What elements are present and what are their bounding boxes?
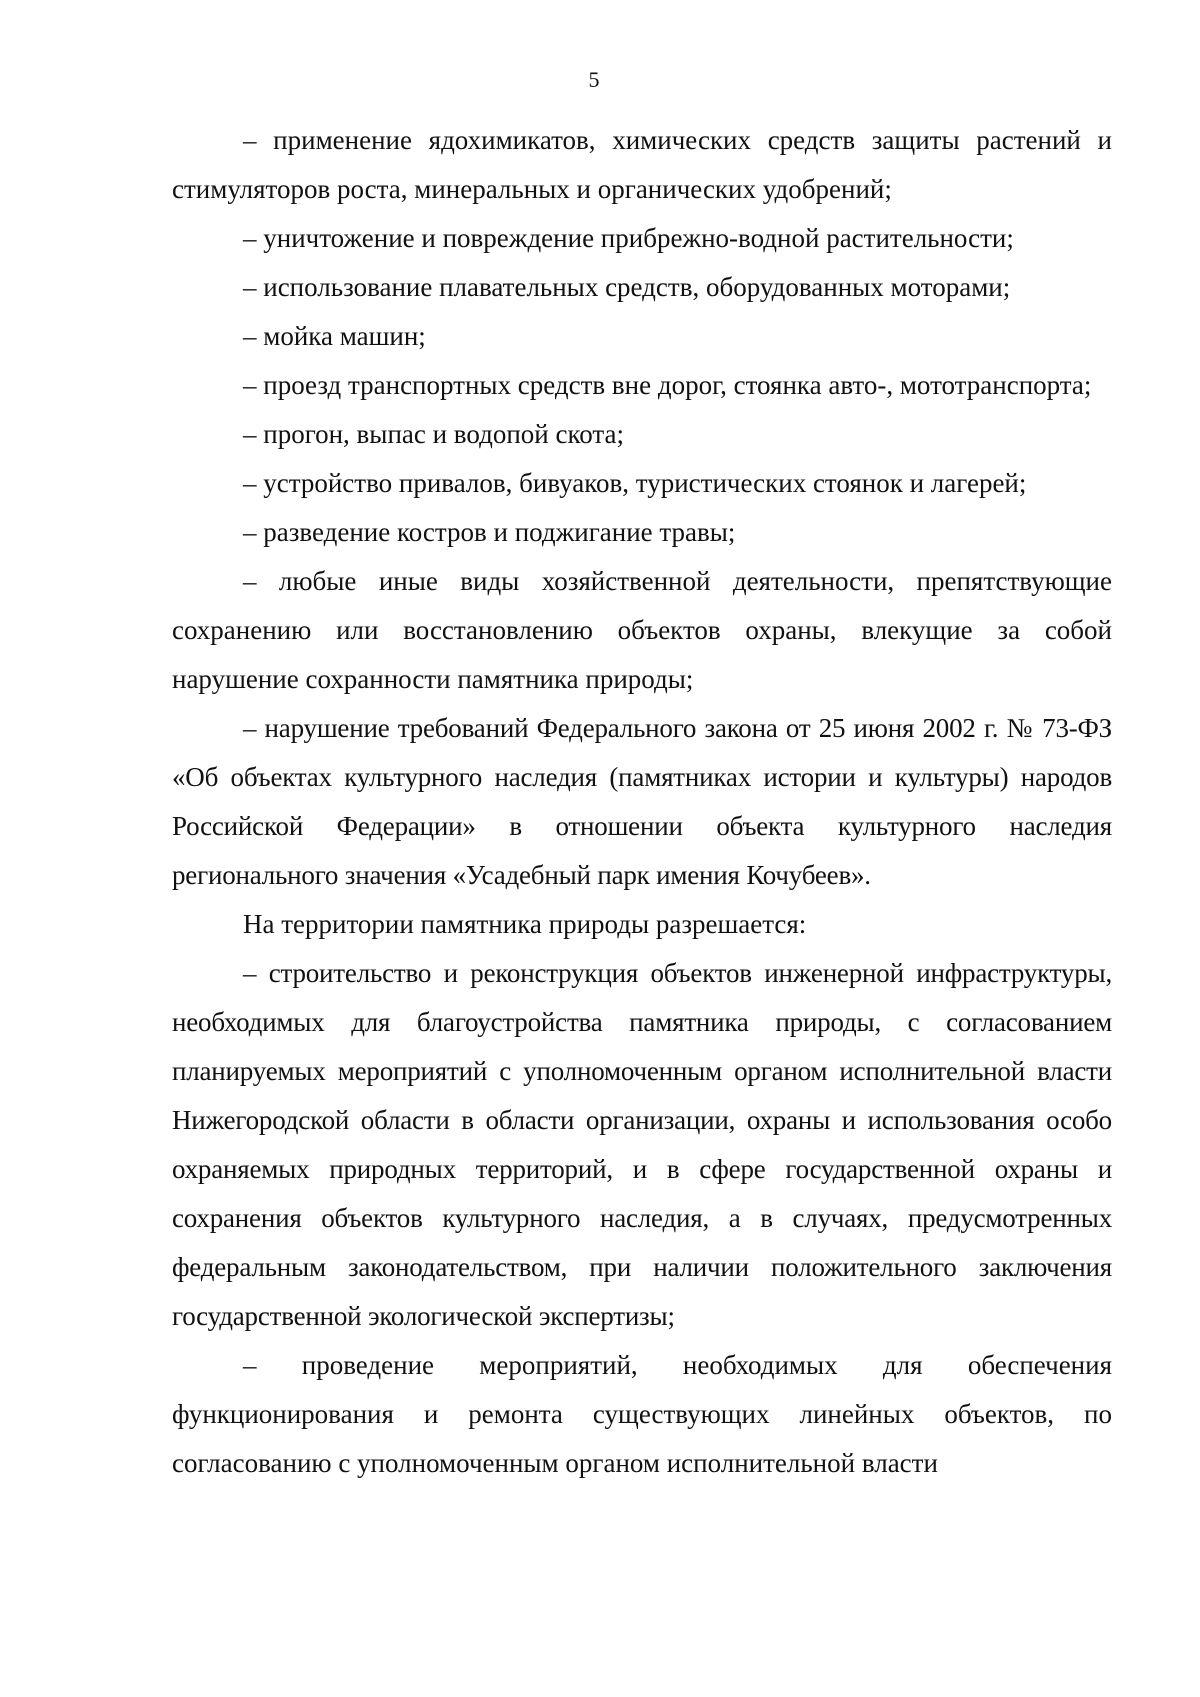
allowed-heading: На территории памятника природы разрешается: [243,909,807,939]
list-item-construction: – строительство и реконструкция объектов инженерной инфраструктуры, необходимых для благоустройства памятника природы, с согласованием планируемых мероприятий с уполномоченным органом исполнительной власти Нижегородской области в области организации, охраны и использования особо охраняемых природных территорий, и в сфере государственной охраны и сохранения объектов культурного наследия, а в случаях, предусмотренных федеральным законодательством, при наличии положительного заключения государственной экологической экспертизы; [172,958,1112,1331]
list-item-fires: – разведение костров и поджигание травы; [243,517,736,547]
list-item-agrochemicals: – применение ядохимикатов, химических средств защиты растений и стимуляторов роста, минеральных и органических удобрений; [172,125,1112,204]
list-item-camps: – устройство привалов, бивуаков, туристических стоянок и лагерей; [243,468,1027,498]
list-item-vehicles: – проезд транспортных средств вне дорог, стоянка авто-, мототранспорта; [243,370,1092,400]
body-text [172,116,1112,1488]
list-item-car-wash: – мойка машин; [243,321,426,351]
list-item-livestock: – прогон, выпас и водопой скота; [243,419,624,449]
list-item-linear-objects: – проведение мероприятий, необходимых для обеспечения функционирования и ремонта существующих линейных объектов, по согласованию с уполномоченным органом исполнительной власти [172,1350,1112,1478]
page-number: 5 [588,67,600,92]
list-item-motor-boats: – использование плавательных средств, оборудованных моторами; [243,272,1011,302]
list-item-vegetation: – уничтожение и повреждение прибрежно-водной растительности; [243,223,1014,253]
list-item-other-activity: – любые иные виды хозяйственной деятельности, препятствующие сохранению или восстановлению объектов охраны, влекущие за собой нарушение сохранности памятника природы; [172,566,1112,694]
list-item-heritage-law: – нарушение требований Федерального закона от 25 июня 2002 г. № 73-ФЗ «Об объектах культурного наследия (памятниках истории и культуры) народов Российской Федерации» в отношении объекта культурного наследия регионального значения «Усадебный парк имения Кочубеев». [172,713,1112,890]
